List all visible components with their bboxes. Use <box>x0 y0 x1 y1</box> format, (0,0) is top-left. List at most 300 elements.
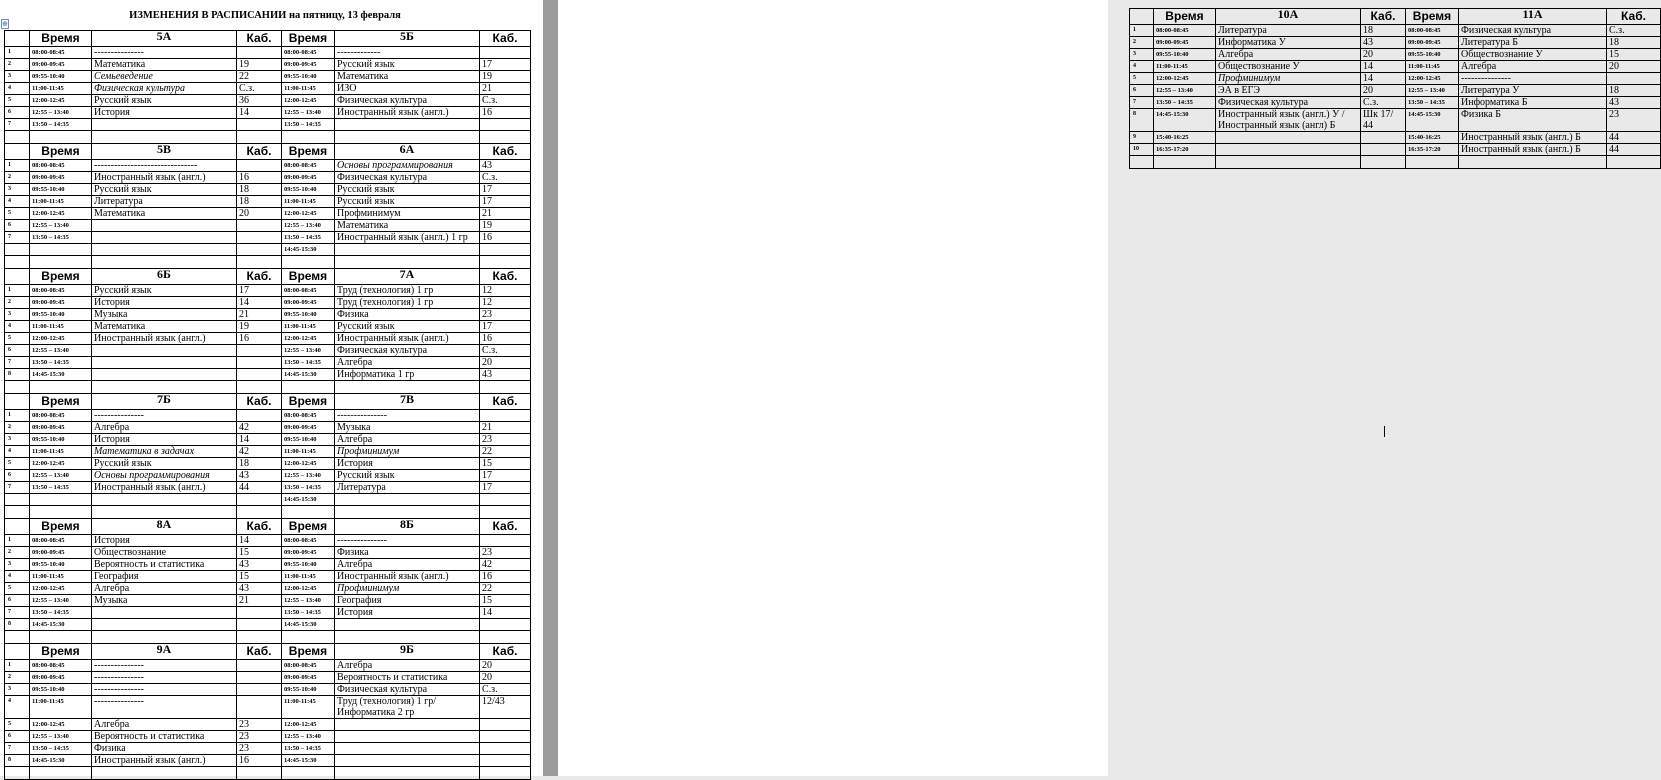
lesson-number: 7 <box>5 482 30 494</box>
table-row <box>5 559 531 571</box>
subject-cell: --------------- <box>92 672 237 684</box>
subject-cell: Музыка <box>92 595 237 607</box>
lesson-time: 08:00-08:45 <box>1406 25 1459 37</box>
room-header: Каб. <box>1607 9 1661 25</box>
subject-cell: Физика <box>92 743 237 755</box>
empty-cell <box>282 506 335 519</box>
subject-cell: Основы программирования <box>335 160 480 172</box>
table-row <box>5 571 531 583</box>
table-row <box>5 494 531 506</box>
spacer-row <box>5 631 531 644</box>
lesson-time: 09:55-10:40 <box>30 309 92 321</box>
subject-cell: Иностранный язык (англ.) Б <box>1459 144 1607 156</box>
lesson-time: 11:00-11:45 <box>282 696 335 719</box>
lesson-time: 09:00-09:45 <box>30 172 92 184</box>
table-row <box>5 119 531 131</box>
lesson-number: 5 <box>1130 73 1154 85</box>
room-cell: 14 <box>1361 73 1406 85</box>
lesson-time: 11:00-11:45 <box>282 196 335 208</box>
table-row <box>1130 37 1661 49</box>
lesson-time: 11:00-11:45 <box>30 446 92 458</box>
room-cell <box>237 684 282 696</box>
document-page-1 <box>0 0 543 776</box>
lesson-number: 4 <box>5 83 30 95</box>
subject-cell: Иностранный язык (англ.) <box>92 333 237 345</box>
class-name-header: 9А <box>92 644 237 660</box>
room-cell: Шк 17/ 44 <box>1361 109 1406 132</box>
subject-cell: Профминимум <box>1216 73 1361 85</box>
room-cell: 23 <box>480 434 531 446</box>
table-row <box>5 684 531 696</box>
subject-cell: Литература Б <box>1459 37 1607 49</box>
lesson-number: 7 <box>5 232 30 244</box>
lesson-time: 09:55-10:40 <box>30 184 92 196</box>
room-cell: 22 <box>480 583 531 595</box>
lesson-time: 15:40-16:25 <box>1406 132 1459 144</box>
lesson-number: 3 <box>5 184 30 196</box>
room-cell <box>480 755 531 767</box>
lesson-time <box>30 244 92 256</box>
room-cell <box>237 494 282 506</box>
subject-cell: Вероятность и статистика <box>92 731 237 743</box>
table-row <box>5 244 531 256</box>
subject-cell: Вероятность и статистика <box>92 559 237 571</box>
table-row <box>5 547 531 559</box>
empty-cell <box>5 381 30 394</box>
room-cell: 42 <box>237 422 282 434</box>
lesson-time: 12:00-12:45 <box>282 95 335 107</box>
header-row <box>5 269 531 285</box>
table-row <box>5 434 531 446</box>
lesson-time: 16:35-17:20 <box>1406 144 1459 156</box>
subject-cell: Профминимум <box>335 446 480 458</box>
room-cell: С.з. <box>1361 97 1406 109</box>
subject-cell: Литература <box>335 482 480 494</box>
lesson-time: 12:00-12:45 <box>30 333 92 345</box>
table-row <box>5 297 531 309</box>
subject-cell: Иностранный язык (англ.) 1 гр <box>335 232 480 244</box>
lesson-time: 09:55-10:40 <box>282 684 335 696</box>
lesson-time: 12:00-12:45 <box>30 458 92 470</box>
table-row <box>5 672 531 684</box>
subject-cell: Физика <box>335 309 480 321</box>
lesson-time: 08:00-08:45 <box>30 47 92 59</box>
lesson-time: 14:45-15:30 <box>30 755 92 767</box>
row-number-header <box>5 519 30 535</box>
lesson-time: 11:00-11:45 <box>30 83 92 95</box>
lesson-number: 4 <box>5 321 30 333</box>
lesson-time: 09:00-09:45 <box>30 297 92 309</box>
lesson-time: 12:00-12:45 <box>1406 73 1459 85</box>
subject-cell: --------------- <box>335 410 480 422</box>
room-cell: 12 <box>480 297 531 309</box>
lesson-time: 08:00-08:45 <box>282 535 335 547</box>
class-name-header: 6Б <box>92 269 237 285</box>
subject-cell <box>335 731 480 743</box>
room-cell <box>237 672 282 684</box>
empty-cell <box>480 381 531 394</box>
lesson-number: 4 <box>5 696 30 719</box>
lesson-time: 14:45-15:30 <box>282 619 335 631</box>
subject-cell: Семьеведение <box>92 71 237 83</box>
time-header: Время <box>282 144 335 160</box>
room-cell: 21 <box>480 83 531 95</box>
lesson-time: 09:00-09:45 <box>282 59 335 71</box>
lesson-number: 1 <box>5 410 30 422</box>
row-number-header <box>5 31 30 47</box>
room-cell: С.з. <box>480 684 531 696</box>
room-cell: 23 <box>480 547 531 559</box>
subject-cell: Вероятность и статистика <box>335 672 480 684</box>
lesson-time: 12:00-12:45 <box>30 719 92 731</box>
room-cell <box>480 719 531 731</box>
room-cell: С.з. <box>480 172 531 184</box>
row-number-header <box>5 144 30 160</box>
lesson-time: 08:00-08:45 <box>30 410 92 422</box>
lesson-number: 3 <box>5 559 30 571</box>
room-cell: 42 <box>237 446 282 458</box>
room-cell: 17 <box>480 321 531 333</box>
lesson-time: 08:00-08:45 <box>30 535 92 547</box>
subject-cell: Алгебра <box>92 719 237 731</box>
table-row <box>5 731 531 743</box>
subject-cell: Математика <box>92 321 237 333</box>
table-row <box>5 220 531 232</box>
text-cursor <box>1384 426 1385 437</box>
room-cell: С.з. <box>480 345 531 357</box>
subject-cell: Алгебра <box>1216 49 1361 61</box>
room-cell: 16 <box>237 755 282 767</box>
room-header: Каб. <box>1361 9 1406 25</box>
schedule-table-grades-5-9 <box>4 30 531 780</box>
room-cell: 20 <box>1607 61 1661 73</box>
table-row <box>5 410 531 422</box>
subject-cell: Физическая культура <box>1459 25 1607 37</box>
room-cell <box>237 244 282 256</box>
room-cell: 14 <box>237 434 282 446</box>
lesson-time: 12:55 – 13:40 <box>30 220 92 232</box>
room-cell: 19 <box>237 59 282 71</box>
lesson-time: 11:00-11:45 <box>282 446 335 458</box>
room-cell: 23 <box>480 309 531 321</box>
room-header: Каб. <box>480 269 531 285</box>
lesson-time: 09:00-09:45 <box>282 172 335 184</box>
lesson-time: 11:00-11:45 <box>282 571 335 583</box>
empty-cell <box>282 767 335 780</box>
time-header: Время <box>1406 9 1459 25</box>
subject-cell: Иностранный язык (англ.) <box>92 172 237 184</box>
room-cell <box>237 619 282 631</box>
lesson-number: 1 <box>5 160 30 172</box>
table-row <box>1130 73 1661 85</box>
lesson-number: 5 <box>5 333 30 345</box>
room-cell <box>237 696 282 719</box>
empty-cell <box>1216 156 1361 169</box>
document-page-2 <box>558 0 1646 776</box>
subject-cell: Музыка <box>335 422 480 434</box>
lesson-time: 12:00-12:45 <box>282 583 335 595</box>
subject-cell: Иностранный язык (англ.) У / Иностранный язык (англ) Б <box>1216 109 1361 132</box>
table-row <box>1130 25 1661 37</box>
room-cell: С.з. <box>237 83 282 95</box>
subject-cell: Литература <box>1216 25 1361 37</box>
table-row <box>5 184 531 196</box>
room-cell <box>480 244 531 256</box>
empty-cell <box>1154 156 1216 169</box>
class-name-header: 9Б <box>335 644 480 660</box>
lesson-time: 12:00-12:45 <box>282 333 335 345</box>
room-cell: 44 <box>1607 132 1661 144</box>
table-row <box>1130 132 1661 144</box>
subject-cell: История <box>92 297 237 309</box>
lesson-time: 09:55-10:40 <box>282 71 335 83</box>
lesson-time: 12:00-12:45 <box>282 458 335 470</box>
table-anchor-icon[interactable]: ⊕ <box>2 20 8 28</box>
room-cell <box>480 619 531 631</box>
room-cell: 15 <box>237 547 282 559</box>
lesson-time: 11:00-11:45 <box>30 196 92 208</box>
lesson-time: 09:00-09:45 <box>282 422 335 434</box>
table-row <box>5 743 531 755</box>
table-row <box>1130 109 1661 132</box>
subject-cell <box>335 755 480 767</box>
subject-cell: История <box>92 107 237 119</box>
subject-cell: Алгебра <box>1459 61 1607 73</box>
lesson-time: 12:55 – 13:40 <box>282 107 335 119</box>
lesson-time: 13:50 – 14:35 <box>30 232 92 244</box>
lesson-number: 5 <box>5 719 30 731</box>
subject-cell: Алгебра <box>92 583 237 595</box>
lesson-number: 5 <box>5 583 30 595</box>
subject-cell <box>1216 132 1361 144</box>
row-number-header <box>5 269 30 285</box>
empty-cell <box>30 256 92 269</box>
room-header: Каб. <box>480 394 531 410</box>
room-cell: 43 <box>237 583 282 595</box>
class-name-header: 11А <box>1459 9 1607 25</box>
empty-cell <box>480 256 531 269</box>
subject-cell: Информатика У <box>1216 37 1361 49</box>
empty-cell <box>30 381 92 394</box>
subject-cell: Русский язык <box>335 59 480 71</box>
time-header: Время <box>30 519 92 535</box>
lesson-number: 2 <box>1130 37 1154 49</box>
room-cell: 23 <box>237 719 282 731</box>
lesson-time: 12:00-12:45 <box>30 95 92 107</box>
room-cell <box>237 160 282 172</box>
room-cell <box>480 119 531 131</box>
lesson-number <box>5 244 30 256</box>
table-row <box>5 696 531 719</box>
subject-cell <box>335 244 480 256</box>
class-name-header: 6А <box>335 144 480 160</box>
room-cell: 17 <box>237 285 282 297</box>
room-header: Каб. <box>237 144 282 160</box>
room-cell: 18 <box>1607 85 1661 97</box>
subject-cell: Физическая культура <box>335 345 480 357</box>
subject-cell <box>92 357 237 369</box>
room-cell <box>237 220 282 232</box>
time-header: Время <box>282 394 335 410</box>
empty-cell <box>480 631 531 644</box>
lesson-time: 12:55 – 13:40 <box>30 470 92 482</box>
lesson-time: 08:00-08:45 <box>282 285 335 297</box>
lesson-time: 11:00-11:45 <box>30 321 92 333</box>
room-cell: 19 <box>237 321 282 333</box>
lesson-number: 5 <box>5 208 30 220</box>
subject-cell: История <box>92 535 237 547</box>
subject-cell <box>335 119 480 131</box>
table-row <box>5 285 531 297</box>
lesson-time: 14:45-15:30 <box>30 619 92 631</box>
room-cell: 43 <box>480 369 531 381</box>
subject-cell: История <box>335 607 480 619</box>
subject-cell <box>92 619 237 631</box>
room-cell: 17 <box>480 470 531 482</box>
lesson-time: 12:55 – 13:40 <box>30 595 92 607</box>
lesson-time: 13:50 – 14:35 <box>30 607 92 619</box>
table-row <box>5 59 531 71</box>
lesson-number: 1 <box>5 660 30 672</box>
room-cell: 20 <box>237 208 282 220</box>
empty-cell <box>5 131 30 144</box>
room-cell: 21 <box>237 595 282 607</box>
room-cell: 43 <box>237 559 282 571</box>
lesson-time: 11:00-11:45 <box>282 83 335 95</box>
lesson-time: 09:55-10:40 <box>282 184 335 196</box>
lesson-number: 1 <box>5 285 30 297</box>
lesson-time: 13:50 – 14:35 <box>1154 97 1216 109</box>
room-cell: 16 <box>237 172 282 184</box>
subject-cell <box>92 244 237 256</box>
table-row <box>5 95 531 107</box>
lesson-time: 14:45-15:30 <box>282 755 335 767</box>
empty-cell <box>282 631 335 644</box>
lesson-time: 13:50 – 14:35 <box>30 743 92 755</box>
class-name-header: 8Б <box>335 519 480 535</box>
lesson-number: 8 <box>5 619 30 631</box>
lesson-number: 1 <box>5 47 30 59</box>
time-header: Время <box>30 644 92 660</box>
room-cell: 36 <box>237 95 282 107</box>
room-cell: 43 <box>480 160 531 172</box>
room-cell: 44 <box>1607 144 1661 156</box>
subject-cell: Физическая культура <box>92 83 237 95</box>
room-header: Каб. <box>480 31 531 47</box>
room-cell <box>237 47 282 59</box>
spacer-row <box>5 767 531 780</box>
lesson-time: 11:00-11:45 <box>1154 61 1216 73</box>
empty-cell <box>282 131 335 144</box>
empty-cell <box>480 131 531 144</box>
room-cell: 15 <box>237 571 282 583</box>
lesson-time: 09:55-10:40 <box>30 559 92 571</box>
lesson-time: 12:00-12:45 <box>1154 73 1216 85</box>
class-name-header: 5А <box>92 31 237 47</box>
table-row <box>1130 97 1661 109</box>
table-row <box>5 160 531 172</box>
room-cell: 20 <box>480 672 531 684</box>
room-cell: 21 <box>480 422 531 434</box>
lesson-number: 7 <box>5 743 30 755</box>
time-header: Время <box>282 519 335 535</box>
subject-cell: Алгебра <box>335 559 480 571</box>
header-row <box>5 519 531 535</box>
lesson-time: 08:00-08:45 <box>282 410 335 422</box>
lesson-number: 2 <box>5 59 30 71</box>
lesson-number: 7 <box>1130 97 1154 109</box>
table-row <box>5 357 531 369</box>
lesson-time: 12:55 – 13:40 <box>282 595 335 607</box>
room-cell: С.з. <box>480 95 531 107</box>
subject-cell: --------------- <box>92 47 237 59</box>
room-cell: 16 <box>480 571 531 583</box>
lesson-number: 8 <box>5 369 30 381</box>
empty-cell <box>1607 156 1661 169</box>
lesson-time: 09:55-10:40 <box>282 559 335 571</box>
subject-cell: Русский язык <box>335 470 480 482</box>
room-cell: 21 <box>237 309 282 321</box>
subject-cell: Литература У <box>1459 85 1607 97</box>
lesson-time: 09:55-10:40 <box>30 71 92 83</box>
empty-cell <box>335 767 480 780</box>
subject-cell: Математика <box>92 208 237 220</box>
table-row <box>5 458 531 470</box>
subject-cell: ИЗО <box>335 83 480 95</box>
lesson-time: 08:00-08:45 <box>282 160 335 172</box>
room-cell: 18 <box>237 458 282 470</box>
empty-cell <box>30 506 92 519</box>
subject-cell <box>92 369 237 381</box>
lesson-time: 14:45-15:30 <box>30 369 92 381</box>
lesson-time: 13:50 – 14:35 <box>282 482 335 494</box>
spacer-row <box>5 381 531 394</box>
time-header: Время <box>30 394 92 410</box>
subject-cell: Физика <box>335 547 480 559</box>
lesson-time: 09:00-09:45 <box>30 672 92 684</box>
lesson-time: 08:00-08:45 <box>282 660 335 672</box>
empty-cell <box>5 767 30 780</box>
room-cell: 43 <box>237 470 282 482</box>
lesson-time: 12:00-12:45 <box>30 208 92 220</box>
subject-cell <box>92 345 237 357</box>
subject-cell: Русский язык <box>92 95 237 107</box>
lesson-time: 08:00-08:45 <box>30 285 92 297</box>
lesson-time: 12:55 – 13:40 <box>30 345 92 357</box>
lesson-number: 3 <box>5 684 30 696</box>
time-header: Время <box>1154 9 1216 25</box>
subject-cell <box>335 619 480 631</box>
room-cell: 20 <box>1361 85 1406 97</box>
table-row <box>5 446 531 458</box>
subject-cell: Физика Б <box>1459 109 1607 132</box>
room-cell <box>480 410 531 422</box>
room-cell: 14 <box>480 607 531 619</box>
time-header: Время <box>282 31 335 47</box>
empty-cell <box>237 767 282 780</box>
subject-cell: География <box>335 595 480 607</box>
room-header: Каб. <box>480 144 531 160</box>
lesson-time: 13:50 – 14:35 <box>282 607 335 619</box>
room-cell: 16 <box>237 333 282 345</box>
table-row <box>1130 144 1661 156</box>
lesson-time: 14:45-15:30 <box>282 244 335 256</box>
room-cell: 19 <box>480 71 531 83</box>
subject-cell <box>335 494 480 506</box>
lesson-time: 13:50 – 14:35 <box>30 119 92 131</box>
table-row <box>5 583 531 595</box>
room-header: Каб. <box>237 31 282 47</box>
